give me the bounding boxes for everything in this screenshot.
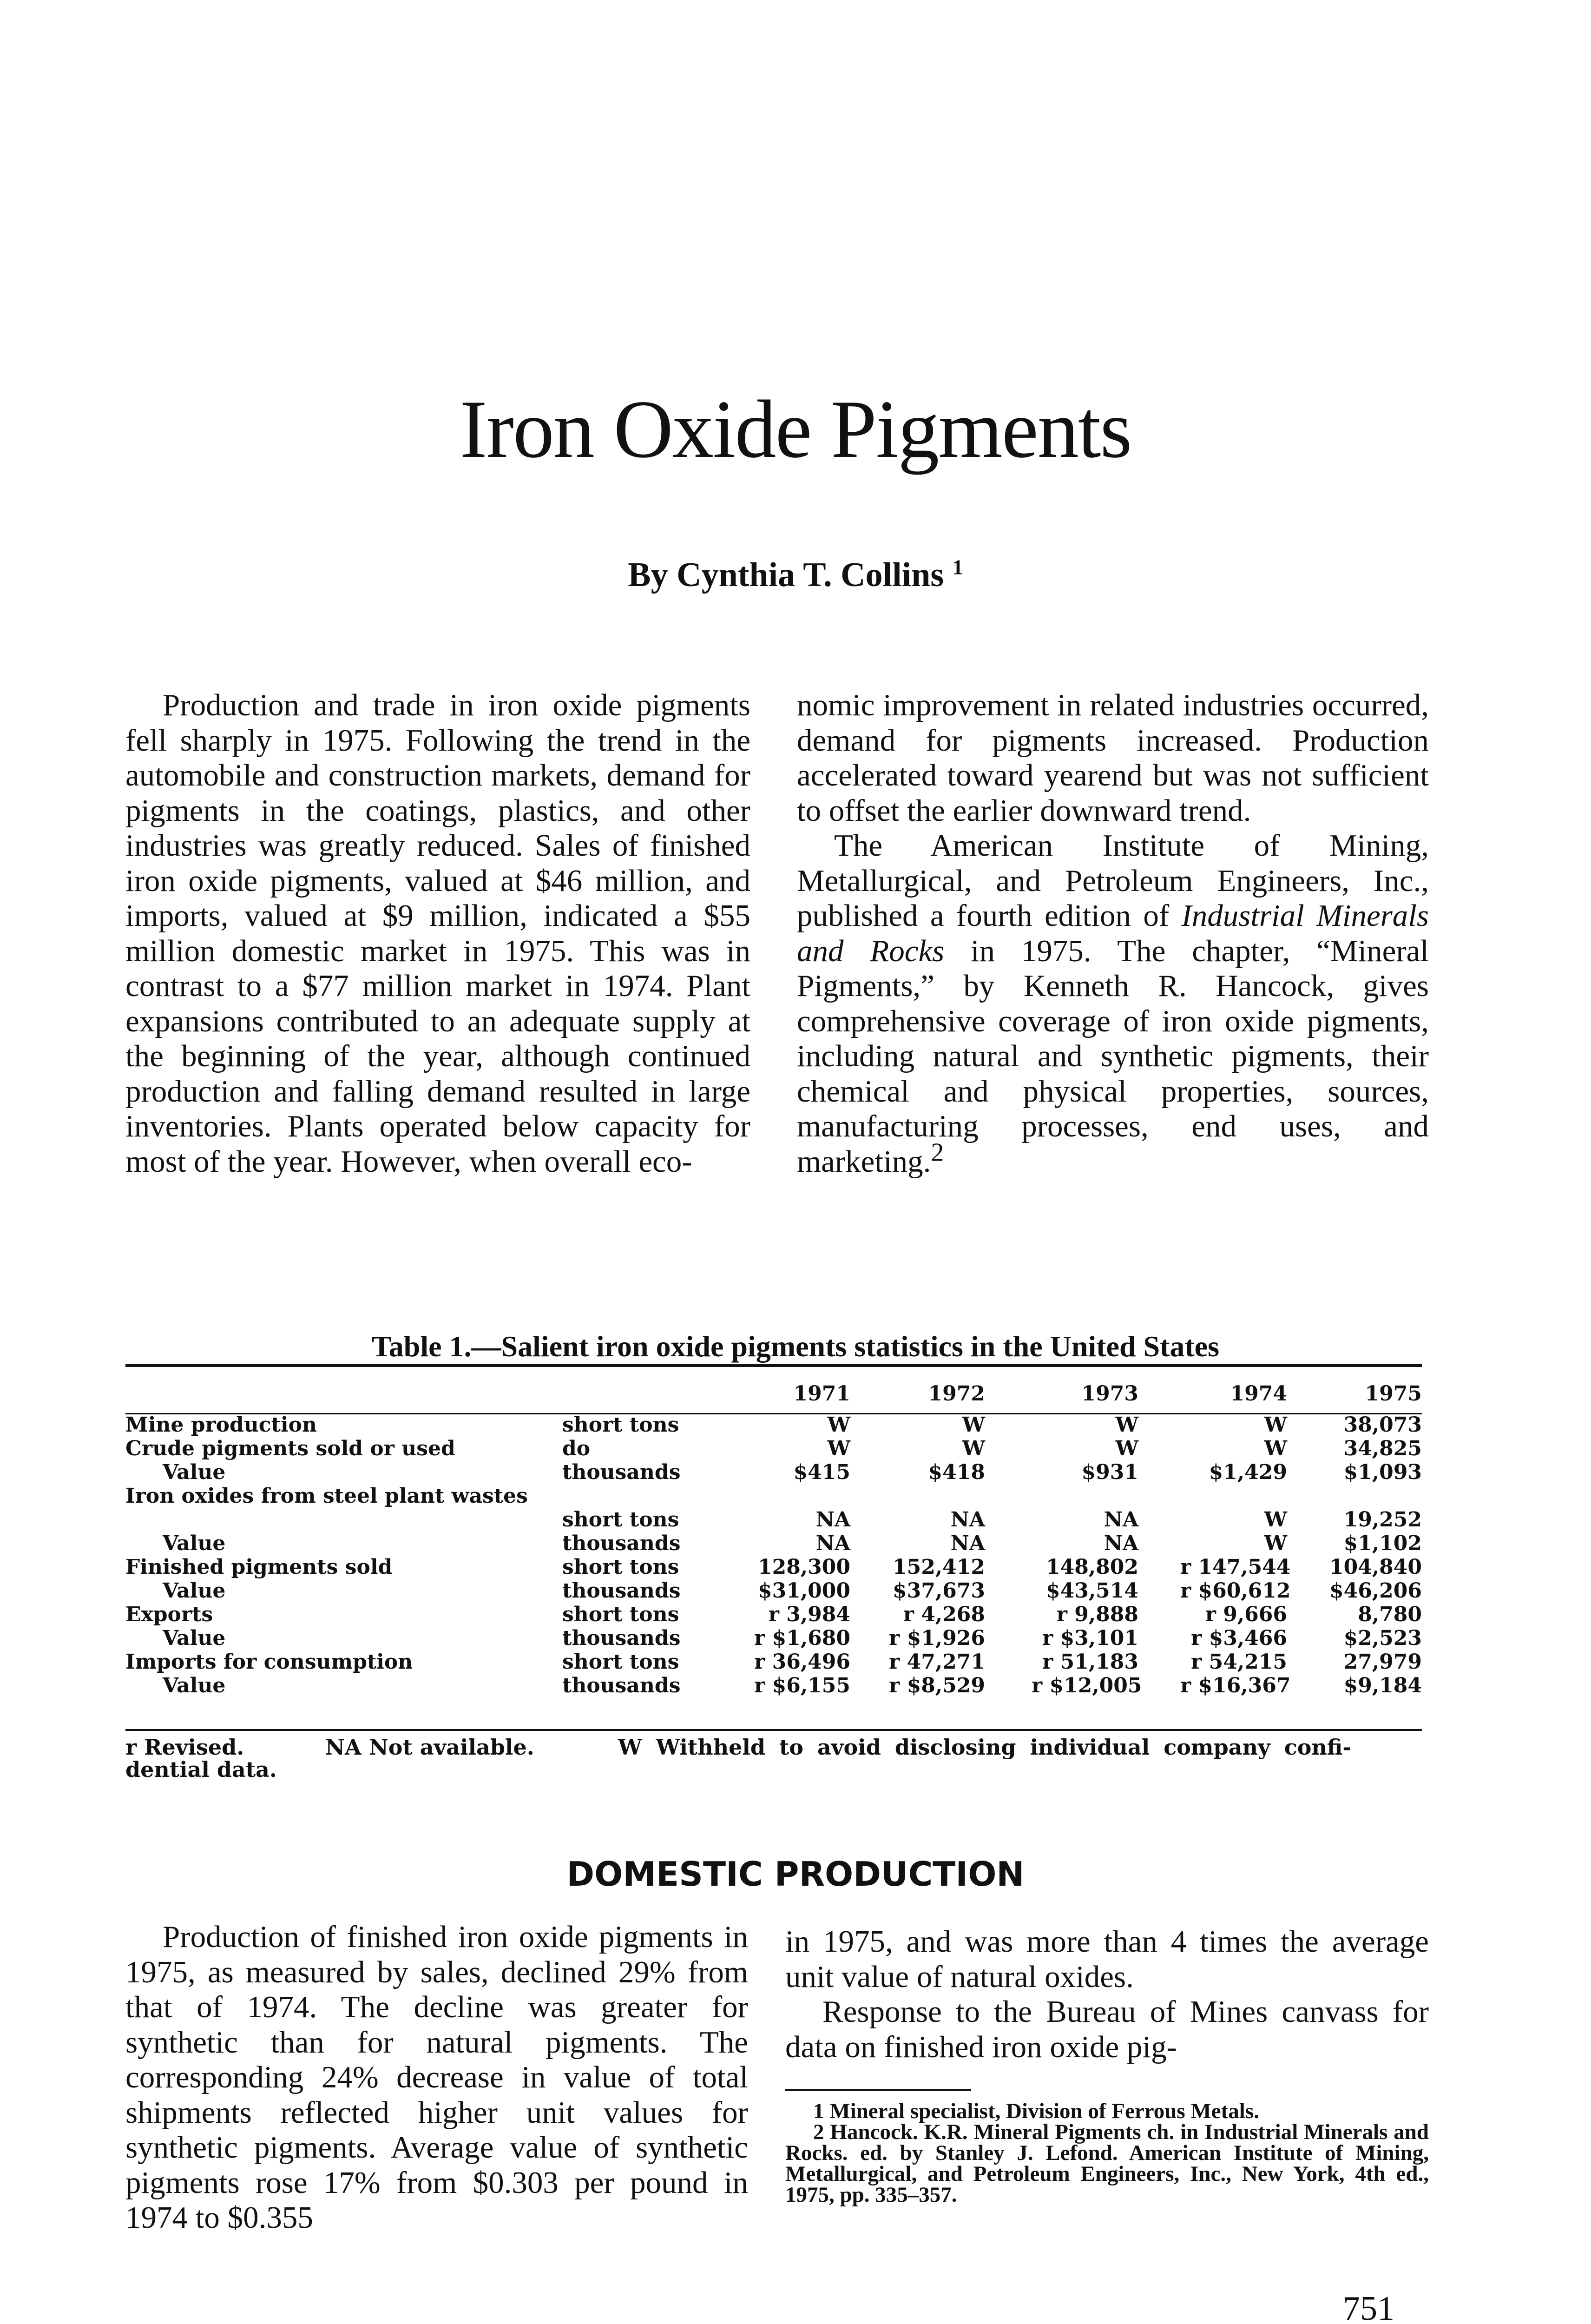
table-cell: W bbox=[1264, 1437, 1287, 1460]
footnote-2: 2 Hancock. K.R. Mineral Pigments ch. in Industrial Minerals and Rocks. ed. by Stanley J. Lefond. American Institute of Mining, Metallurgical, and Petroleum Engineers, Inc., New York, 4th ed., 1975, pp. 335–357. bbox=[785, 2120, 1429, 2207]
row-label: Crude pigments sold or used bbox=[125, 1437, 455, 1460]
note-withheld: W Withheld to avoid disclosing individual company confi- bbox=[618, 1735, 1352, 1760]
table-cell: NA bbox=[1104, 1508, 1138, 1532]
table-bottom-rule bbox=[125, 1729, 1422, 1731]
table-cell: r $6,155 bbox=[754, 1674, 850, 1697]
table-cell: 34,825 bbox=[1343, 1437, 1422, 1460]
table-cell: r $1,680 bbox=[754, 1626, 850, 1650]
table-cell: r $12,005 bbox=[1032, 1674, 1142, 1697]
row-label: Mine production bbox=[125, 1413, 317, 1437]
table-row bbox=[125, 1460, 1422, 1484]
intro-paragraph-2 bbox=[797, 828, 1429, 1179]
table-cell: 148,802 bbox=[1045, 1555, 1138, 1579]
table-cell: $1,102 bbox=[1343, 1532, 1422, 1555]
footnote-divider bbox=[785, 2089, 971, 2091]
year-header: 1975 bbox=[1365, 1382, 1422, 1406]
row-label: Finished pigments sold bbox=[125, 1555, 393, 1579]
note-not-available: NA Not available. bbox=[325, 1735, 534, 1760]
footnotes bbox=[785, 2101, 1429, 2205]
author-byline bbox=[0, 555, 1591, 595]
page-number: 751 bbox=[1343, 2290, 1394, 2324]
domestic-paragraph-2: Response to the Bureau of Mines canvass for data on finished iron oxide pig- bbox=[785, 1994, 1429, 2064]
row-unit: short tons bbox=[562, 1603, 679, 1626]
row-label: Imports for consumption bbox=[125, 1650, 413, 1674]
table-cell: $2,523 bbox=[1343, 1626, 1422, 1650]
table-cell: $931 bbox=[1081, 1460, 1138, 1484]
section-heading: DOMESTIC PRODUCTION bbox=[566, 1855, 1025, 1894]
table-cell: 152,412 bbox=[892, 1555, 985, 1579]
table-cell: r 3,984 bbox=[768, 1603, 850, 1626]
table-cell: $46,206 bbox=[1329, 1579, 1422, 1603]
table-body bbox=[125, 1413, 1422, 1697]
intro-right-column bbox=[797, 688, 1429, 1179]
table-cell: W bbox=[1264, 1532, 1287, 1555]
year-header: 1971 bbox=[793, 1382, 850, 1406]
row-unit: do bbox=[562, 1437, 591, 1460]
row-unit: short tons bbox=[562, 1413, 679, 1437]
table-header-row bbox=[125, 1369, 1422, 1413]
footnote-ref: 2 bbox=[931, 1138, 944, 1167]
table-title: Table 1.—Salient iron oxide pigments statistics in the United States bbox=[371, 1330, 1220, 1363]
table-row bbox=[125, 1532, 1422, 1555]
domestic-left-column bbox=[125, 1920, 748, 2236]
table-cell: NA bbox=[1104, 1532, 1138, 1555]
author-name: By Cynthia T. Collins bbox=[628, 556, 944, 594]
intro-paragraph: Production and trade in iron oxide pigments fell sharply in 1975. Following the trend in the automobile and construction markets, demand for pigments in the coatings, plastics, and other industries was greatly reduced. Sales of finished iron oxide pigments, valued at $46 million, and imports, valued at $9 million, indicated a $55 million domestic market in 1975. This was in contrast to a $77 million market in 1974. Plant expansions contributed to an adequate supply at the beginning of the year, although continued production and falling demand resulted in large inventories. Plants operated below capacity for most of the year. However, when overall eco- bbox=[125, 688, 750, 1179]
table-cell: NA bbox=[950, 1532, 985, 1555]
table-cell: NA bbox=[815, 1532, 850, 1555]
book-title: Industrial Minerals and Rocks bbox=[797, 898, 1429, 968]
statistics-table bbox=[125, 1369, 1422, 1697]
table-cell: $43,514 bbox=[1045, 1579, 1138, 1603]
table-row bbox=[125, 1579, 1422, 1603]
row-unit: thousands bbox=[562, 1532, 681, 1555]
table-row bbox=[125, 1437, 1422, 1460]
table-cell: r 147,544 bbox=[1180, 1555, 1291, 1579]
table-cell: NA bbox=[950, 1508, 985, 1532]
table-top-rule bbox=[125, 1364, 1422, 1367]
table-cell: NA bbox=[815, 1508, 850, 1532]
table-cell: W bbox=[1115, 1437, 1138, 1460]
table-cell: W bbox=[1264, 1508, 1287, 1532]
row-label: Value bbox=[163, 1626, 226, 1650]
row-label: Value bbox=[163, 1674, 226, 1697]
table-row bbox=[125, 1508, 1422, 1532]
note-revised bbox=[125, 1736, 277, 1781]
table-cell: W bbox=[962, 1437, 985, 1460]
intro-paragraph-continued: nomic improvement in related industries occurred, demand for pigments increased. Production accelerated toward yearend but was not sufficient to offset the earlier downward trend. bbox=[797, 688, 1429, 828]
row-unit: thousands bbox=[562, 1626, 681, 1650]
table-row bbox=[125, 1603, 1422, 1626]
table-cell: $9,184 bbox=[1343, 1674, 1422, 1697]
footnote-ref: 1 bbox=[952, 555, 963, 579]
note-text: dential data. bbox=[125, 1757, 277, 1782]
table-cell: r $3,466 bbox=[1191, 1626, 1287, 1650]
table-cell: r 9,666 bbox=[1205, 1603, 1287, 1626]
table-cell: 27,979 bbox=[1343, 1650, 1422, 1674]
row-label: Value bbox=[163, 1579, 226, 1603]
table-cell: $1,429 bbox=[1209, 1460, 1287, 1484]
table-cell: W bbox=[1264, 1413, 1287, 1437]
table-cell: r 47,271 bbox=[889, 1650, 985, 1674]
domestic-paragraph-continued: in 1975, and was more than 4 times the average unit value of natural oxides. bbox=[785, 1924, 1429, 1994]
table-cell: r 51,183 bbox=[1042, 1650, 1138, 1674]
paragraph-text: The American Institute of Mining, Metallurgical, and Petroleum Engineers, Inc., published a fourth edition of bbox=[797, 828, 1429, 933]
table-cell: 38,073 bbox=[1343, 1413, 1422, 1437]
table-cell: r 54,215 bbox=[1191, 1650, 1287, 1674]
table-cell: r $1,926 bbox=[889, 1626, 985, 1650]
row-unit: thousands bbox=[562, 1579, 681, 1603]
row-label: Value bbox=[163, 1532, 226, 1555]
table-cell: $37,673 bbox=[892, 1579, 985, 1603]
row-unit: short tons bbox=[562, 1650, 679, 1674]
row-unit: short tons bbox=[562, 1508, 679, 1532]
row-label: Iron oxides from steel plant wastes bbox=[125, 1484, 528, 1508]
table-row bbox=[125, 1413, 1422, 1437]
domestic-paragraph: Production of finished iron oxide pigments in 1975, as measured by sales, declined 29% from that of 1974. The decline was greater for synthetic than for natural pigments. The corresponding 24% decrease in value of total shipments reflected higher unit values for synthetic pigments. Average value of synthetic pigments rose 17% from $0.303 per pound in 1974 to $0.355 bbox=[125, 1920, 748, 2235]
table-cell: $1,093 bbox=[1343, 1460, 1422, 1484]
table-row bbox=[125, 1650, 1422, 1674]
table-row bbox=[125, 1626, 1422, 1650]
table-cell: 19,252 bbox=[1343, 1508, 1422, 1532]
year-header: 1973 bbox=[1081, 1382, 1138, 1406]
table-cell: W bbox=[1115, 1413, 1138, 1437]
table-row bbox=[125, 1555, 1422, 1579]
table-cell: 128,300 bbox=[757, 1555, 850, 1579]
table-cell: r $8,529 bbox=[889, 1674, 985, 1697]
table-cell: 104,840 bbox=[1329, 1555, 1422, 1579]
table-cell: $415 bbox=[793, 1460, 850, 1484]
intro-left-column bbox=[125, 688, 750, 1179]
table-cell: W bbox=[962, 1413, 985, 1437]
domestic-right-column bbox=[785, 1924, 1429, 2065]
footnote-1: 1 Mineral specialist, Division of Ferrous Metals. bbox=[813, 2099, 1259, 2123]
table-cell: r 4,268 bbox=[903, 1603, 985, 1626]
table-cell: r 9,888 bbox=[1056, 1603, 1138, 1626]
table-cell: $418 bbox=[928, 1460, 985, 1484]
year-header: 1974 bbox=[1230, 1382, 1287, 1406]
row-label: Value bbox=[163, 1460, 226, 1484]
table-cell: r $60,612 bbox=[1180, 1579, 1291, 1603]
table-cell: r $3,101 bbox=[1042, 1626, 1138, 1650]
table-row bbox=[125, 1674, 1422, 1697]
table-cell: $31,000 bbox=[757, 1579, 850, 1603]
table-cell: 8,780 bbox=[1358, 1603, 1422, 1626]
page-title: Iron Oxide Pigments bbox=[460, 383, 1131, 475]
table-cell: r $16,367 bbox=[1180, 1674, 1291, 1697]
table-cell: W bbox=[827, 1413, 850, 1437]
paragraph-text: in 1975. The chapter, “Mineral Pigments,” by Kenneth R. Hancock, gives comprehensive coverage of iron oxide pigments, including natural and synthetic pigments, their chemical and physical properties, sources, manufacturing processes, end uses, and marketing. bbox=[797, 933, 1429, 1179]
row-unit: thousands bbox=[562, 1674, 681, 1697]
row-label: Exports bbox=[125, 1603, 213, 1626]
year-header: 1972 bbox=[928, 1382, 985, 1406]
row-unit: thousands bbox=[562, 1460, 681, 1484]
note-text: r Revised. bbox=[125, 1735, 244, 1760]
table-cell: W bbox=[827, 1437, 850, 1460]
table-row bbox=[125, 1484, 1422, 1508]
table-cell: r 36,496 bbox=[754, 1650, 850, 1674]
row-unit: short tons bbox=[562, 1555, 679, 1579]
